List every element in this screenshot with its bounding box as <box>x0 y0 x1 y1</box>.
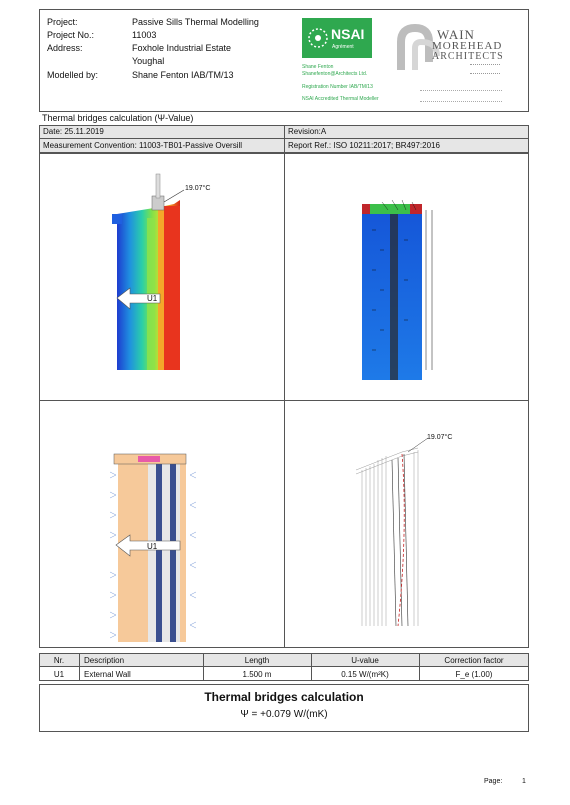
revision-text: Revision:A <box>288 127 327 136</box>
table-col-divider-1 <box>79 653 80 681</box>
address-value-line1: Foxhole Industrial Estate <box>132 43 232 53</box>
table-header-nr: Nr. <box>53 656 65 665</box>
nsai-line3: Registration Number IAB/TM/13 <box>302 84 373 90</box>
u1-label-fig3: U1 <box>147 542 158 551</box>
nsai-line2: Shanefenton@Architects Ltd. <box>302 71 368 77</box>
report-ref-text: Report Ref.: ISO 10211:2017; BR497:2016 <box>288 141 440 150</box>
result-psi-value: Ψ = +0.079 W/(mK) <box>240 709 328 720</box>
nsai-logo <box>302 18 372 58</box>
nsai-logo-sub: Agrément <box>332 44 354 50</box>
modelled-by-value: Shane Fenton IAB/TM/13 <box>132 70 234 80</box>
wain-line2: MOREHEAD <box>432 40 503 52</box>
table-header-length: Length <box>244 656 270 665</box>
project-value: Passive Sills Thermal Modelling <box>132 17 259 27</box>
table-cell-description: External Wall <box>84 670 131 679</box>
table-cell-u-value: 0.15 W/(m²K) <box>341 670 389 679</box>
result-title: Thermal bridges calculation <box>204 690 364 704</box>
figures-horizontal-divider <box>39 400 529 401</box>
wain-line3: ARCHITECTS <box>432 51 504 62</box>
table-header-u-value: U-value <box>351 656 379 665</box>
project-no-label: Project No.: <box>47 30 95 40</box>
address-value-line2: Youghal <box>132 56 165 66</box>
u1-label-fig1: U1 <box>147 294 158 303</box>
page-label: Page: <box>484 778 503 785</box>
temperature-distribution-figure <box>112 170 232 370</box>
section-title: Thermal bridges calculation (Ψ-Value) <box>42 113 194 123</box>
project-label: Project: <box>47 17 78 27</box>
isotherms-figure <box>352 430 432 630</box>
date-text: Date: 25.11.2019 <box>43 127 104 136</box>
measurement-text: Measurement Convention: 11003-TB01-Passive Oversill <box>43 141 243 150</box>
nsai-line1: Shane Fenton <box>302 64 334 70</box>
wain-address-print <box>420 90 502 102</box>
boundary-conditions-figure <box>108 432 218 642</box>
nsai-logo-text: NSAI <box>331 26 365 42</box>
nsai-line4: NSAI Accredited Thermal Modeller <box>302 96 379 102</box>
table-cell-length: 1.500 m <box>242 670 272 679</box>
modelled-by-label: Modelled by: <box>47 70 99 80</box>
table-header-description: Description <box>84 656 125 665</box>
wain-line1: WAIN <box>437 27 475 42</box>
temp-label-fig1: 19.07°C <box>185 185 211 192</box>
table-header-correction: Correction factor <box>444 656 504 665</box>
nsai-emblem-icon <box>307 27 329 49</box>
project-no-value: 11003 <box>132 30 157 40</box>
table-cell-nr: U1 <box>53 670 65 679</box>
info-row-2-divider <box>284 138 285 153</box>
temp-label-fig4: 19.07°C <box>427 434 453 441</box>
wain-small-print <box>470 64 500 74</box>
address-label: Address: <box>47 43 83 53</box>
page-number: 1 <box>522 778 526 785</box>
heat-flux-figure <box>362 190 452 380</box>
table-cell-correction: F_e (1.00) <box>455 670 493 679</box>
